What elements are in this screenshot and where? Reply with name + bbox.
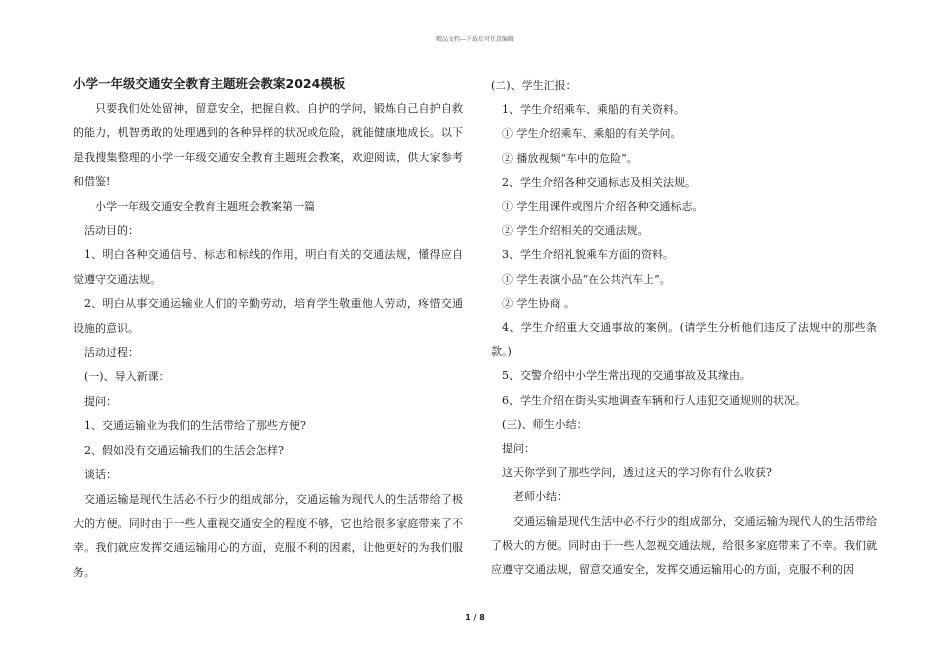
- paragraph: ① 学生介绍乘车、乘船的有关学问。: [502, 127, 682, 141]
- paragraph: 谈话：: [84, 468, 117, 482]
- paragraph: (三)、师生小结：: [502, 417, 588, 431]
- paragraph: 2、假如没有交通运输我们的生活会怎样?: [84, 443, 284, 457]
- paragraph: ① 学生表演小品“在公共汽车上”。: [502, 272, 671, 286]
- left-body: [73, 97, 463, 585]
- document-title: 小学一年级交通安全教育主题班会教案2024模板: [73, 76, 346, 91]
- paragraph: 小学一年级交通安全教育主题班会教案第一篇: [95, 199, 315, 213]
- paragraph: 活动目的：: [84, 224, 139, 238]
- paragraph: 2、明白从事交通运输业人们的辛勤劳动，培育学生敬重他人劳动，疼惜交通设施的意识。: [73, 297, 463, 335]
- paragraph: 交通运输是现代生活中必不行少的组成部分，交通运输为现代人的生活带给了极大的方便。同时由于一些人忽视交通法规，给很多家庭带来了不幸。我们就应遵守交通法规，留意交通安全，发挥交通运输用心的方面，克服不利的因: [491, 514, 877, 577]
- paragraph: 5、交警介绍中小学生常出现的交通事故及其缘由。: [502, 369, 751, 383]
- page-number: 1 / 8: [465, 613, 485, 622]
- paragraph: ② 学生介绍相关的交通法规。: [502, 224, 649, 238]
- paragraph: ② 学生协商 。: [502, 296, 575, 310]
- paragraph: 1、学生介绍乘车、乘船的有关资料。: [502, 103, 685, 117]
- paragraph: (二)、学生汇报：: [491, 79, 577, 92]
- paragraph: 只要我们处处留神，留意安全，把握自救、自护的学问，锻炼自己自护自救的能力，机智勇敢的处理遇到的各种异样的状况或危险，就能健康地成长。以下是我搜集整理的小学一年级交通安全教育主题班会教案，欢迎阅读，供大家参考和借鉴!: [73, 102, 463, 189]
- page-header: 精品文档---下载后可任意编辑: [435, 36, 515, 43]
- paragraph: 1、交通运输业为我们的生活带给了那些方便?: [84, 419, 306, 433]
- left-column: [73, 76, 463, 585]
- paragraph: 交通运输是现代生活必不行少的组成部分，交通运输为现代人的生活带给了极大的方便。同时由于一些人重视交通安全的程度不够，它也给很多家庭带来了不幸。我们就应发挥交通运输用心的方面，克服不利的因素，让他更好的为我们服务。: [73, 492, 463, 579]
- paragraph: 3、学生介绍礼貌乘车方面的资料。: [502, 248, 674, 262]
- paragraph: 这天你学到了那些学问，透过这天的学习你有什么收获?: [502, 466, 772, 480]
- paragraph: ② 播放视频“车中的危险”。: [502, 151, 638, 165]
- paragraph: 提问：: [502, 442, 535, 456]
- paragraph: 1、明白各种交通信号、标志和标线的作用，明白有关的交通法规，懂得应自觉遵守交通法规。: [73, 248, 463, 286]
- paragraph: 老师小结：: [513, 490, 568, 504]
- paragraph: (一)、导入新课：: [84, 370, 170, 384]
- paragraph: ① 学生用课件或图片介绍各种交通标志。: [502, 200, 704, 214]
- paragraph: 6、学生介绍在街头实地调查车辆和行人违犯交通规则的状况。: [502, 393, 806, 407]
- right-column: [491, 74, 877, 582]
- paragraph: 活动过程：: [84, 346, 139, 360]
- paragraph: 提问：: [84, 394, 117, 408]
- paragraph: 2、学生介绍各种交通标志及相关法规。: [502, 175, 696, 189]
- paragraph: 4、学生介绍重大交通事故的案例。(请学生分析他们违反了法规中的那些条款。): [491, 321, 877, 359]
- right-body: [491, 74, 877, 582]
